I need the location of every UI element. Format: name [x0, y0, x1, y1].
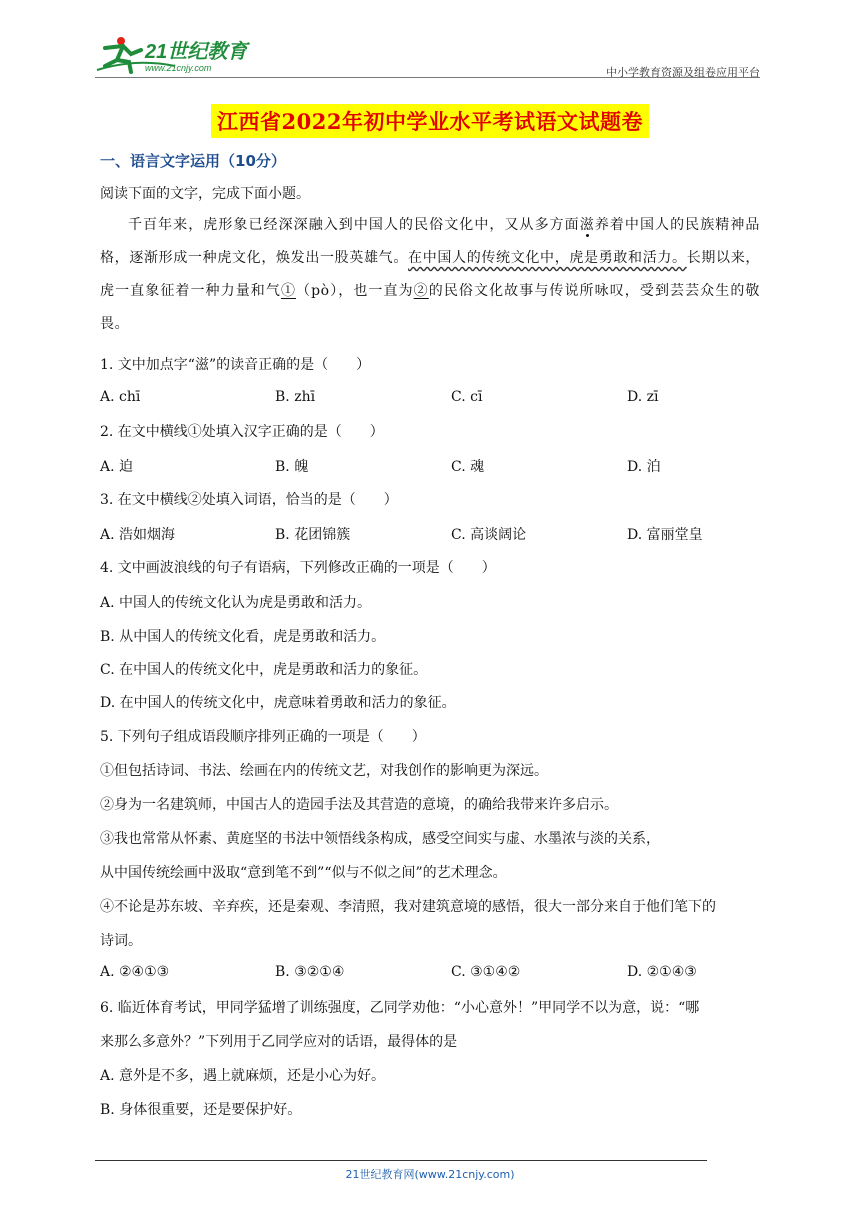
q1-option-d[interactable]: D. zī: [627, 389, 659, 405]
footer-source[interactable]: 21世纪教育网(www.21cnjy.com): [345, 1168, 515, 1181]
q3-option-a[interactable]: A. 浩如烟海: [100, 527, 176, 543]
question-4-stem: 4. 文中画波浪线的句子有语病，下列修改正确的一项是（ ）: [100, 560, 496, 576]
question-3-stem: 3. 在文中横线②处填入词语，恰当的是（ ）: [100, 492, 398, 508]
q2-option-a[interactable]: A. 迫: [100, 459, 134, 475]
q5-sentence-1: ①但包括诗词、书法、绘画在内的传统文艺，对我创作的影响更为深远。: [100, 763, 548, 779]
q5-option-d[interactable]: D. ②①④③: [627, 964, 697, 980]
exam-title: 江西省2022年初中学业水平考试语文试题卷: [211, 104, 649, 138]
section-heading: 一、语言文字运用（10分）: [100, 152, 286, 170]
platform-label: 中小学教育资源及组卷应用平台: [606, 66, 760, 79]
q4-option-c[interactable]: C. 在中国人的传统文化中，虎是勇敢和活力的象征。: [100, 662, 428, 678]
q3-option-d[interactable]: D. 富丽堂皇: [627, 527, 703, 543]
q3-option-c[interactable]: C. 高谈阔论: [451, 527, 527, 543]
q5-sentence-3: ③我也常常从怀素、黄庭坚的书法中领悟线条构成，感受空间实与虚、水墨浓与淡的关系，: [100, 831, 660, 847]
q4-option-a[interactable]: A. 中国人的传统文化认为虎是勇敢和活力。: [100, 595, 372, 611]
q5-option-c[interactable]: C. ③①④②: [451, 964, 521, 980]
reading-instruction: 阅读下面的文字，完成下面小题。: [100, 186, 310, 202]
dotted-character: 滋: [579, 217, 595, 233]
logo-21cnjy: [95, 32, 265, 74]
q5-sentence-4: ④不论是苏东坡、辛弃疾，还是秦观、李清照，我对建筑意境的感悟，很大一部分来自于他们笔下的: [100, 899, 716, 915]
question-1-stem: 1. 文中加点字“滋”的读音正确的是（ ）: [100, 357, 371, 373]
svg-text:www.21cnjy.com: www.21cnjy.com: [145, 63, 212, 73]
question-5-stem: 5. 下列句子组成语段顺序排列正确的一项是（ ）: [100, 729, 426, 745]
q1-option-b[interactable]: B. zhī: [275, 389, 316, 405]
blank-2: ②: [413, 283, 429, 299]
question-2-stem: 2. 在文中横线①处填入汉字正确的是（ ）: [100, 424, 384, 440]
question-6-stem-line1: 6. 临近体育考试，甲同学猛增了训练强度，乙同学劝他：“小心意外！”甲同学不以为意，说：“哪: [100, 1000, 700, 1016]
title-container: [0, 104, 860, 138]
q2-option-d[interactable]: D. 泊: [627, 459, 661, 475]
q4-option-d[interactable]: D. 在中国人的传统文化中，虎意味着勇敢和活力的象征。: [100, 695, 456, 711]
svg-text:21世纪教育: 21世纪教育: [145, 41, 248, 63]
q2-option-c[interactable]: C. 魂: [451, 459, 485, 475]
q5-option-a[interactable]: A. ②④①③: [100, 964, 170, 980]
q3-option-b[interactable]: B. 花团锦簇: [275, 527, 351, 543]
q6-option-a[interactable]: A. 意外是不多，遇上就麻烦，还是小心为好。: [100, 1068, 386, 1084]
blank-1: ①: [280, 283, 297, 299]
footer-divider: [95, 1160, 707, 1161]
header-divider: [95, 77, 760, 78]
q4-option-b[interactable]: B. 从中国人的传统文化看，虎是勇敢和活力。: [100, 629, 386, 645]
q5-sentence-4-cont: 诗词。: [100, 933, 142, 949]
q5-sentence-3-cont: 从中国传统绘画中汲取“意到笔不到”“似与不似之间”的艺术理念。: [100, 865, 507, 881]
page-header: [95, 30, 760, 80]
q1-option-c[interactable]: C. cī: [451, 389, 483, 405]
q2-option-b[interactable]: B. 魄: [275, 459, 309, 475]
q1-option-a[interactable]: A. chī: [100, 389, 141, 405]
question-6-stem-line2: 来那么多意外？”下列用于乙同学应对的话语，最得体的是: [100, 1034, 458, 1050]
q6-option-b[interactable]: B. 身体很重要，还是要保护好。: [100, 1102, 302, 1118]
q5-option-b[interactable]: B. ③②①④: [275, 964, 345, 980]
reading-passage: 千百年来，虎形象已经深深融入到中国人的民俗文化中，又从多方面滋养着中国人的民族精神品格，逐渐形成一种虎文化，焕发出一股英雄气。在中国人的传统文化中，虎是勇敢和活力。长期以来，虎一直象征着一种力量和气①（pò），也一直为②的民俗文化故事与传说所咏叹，受到芸芸众生的敬畏。: [100, 217, 761, 332]
wavy-underlined-sentence: 在中国人的传统文化中，虎是勇敢和活力。: [408, 250, 687, 266]
q5-sentence-2: ②身为一名建筑师，中国古人的造园手法及其营造的意境，的确给我带来许多启示。: [100, 797, 618, 813]
